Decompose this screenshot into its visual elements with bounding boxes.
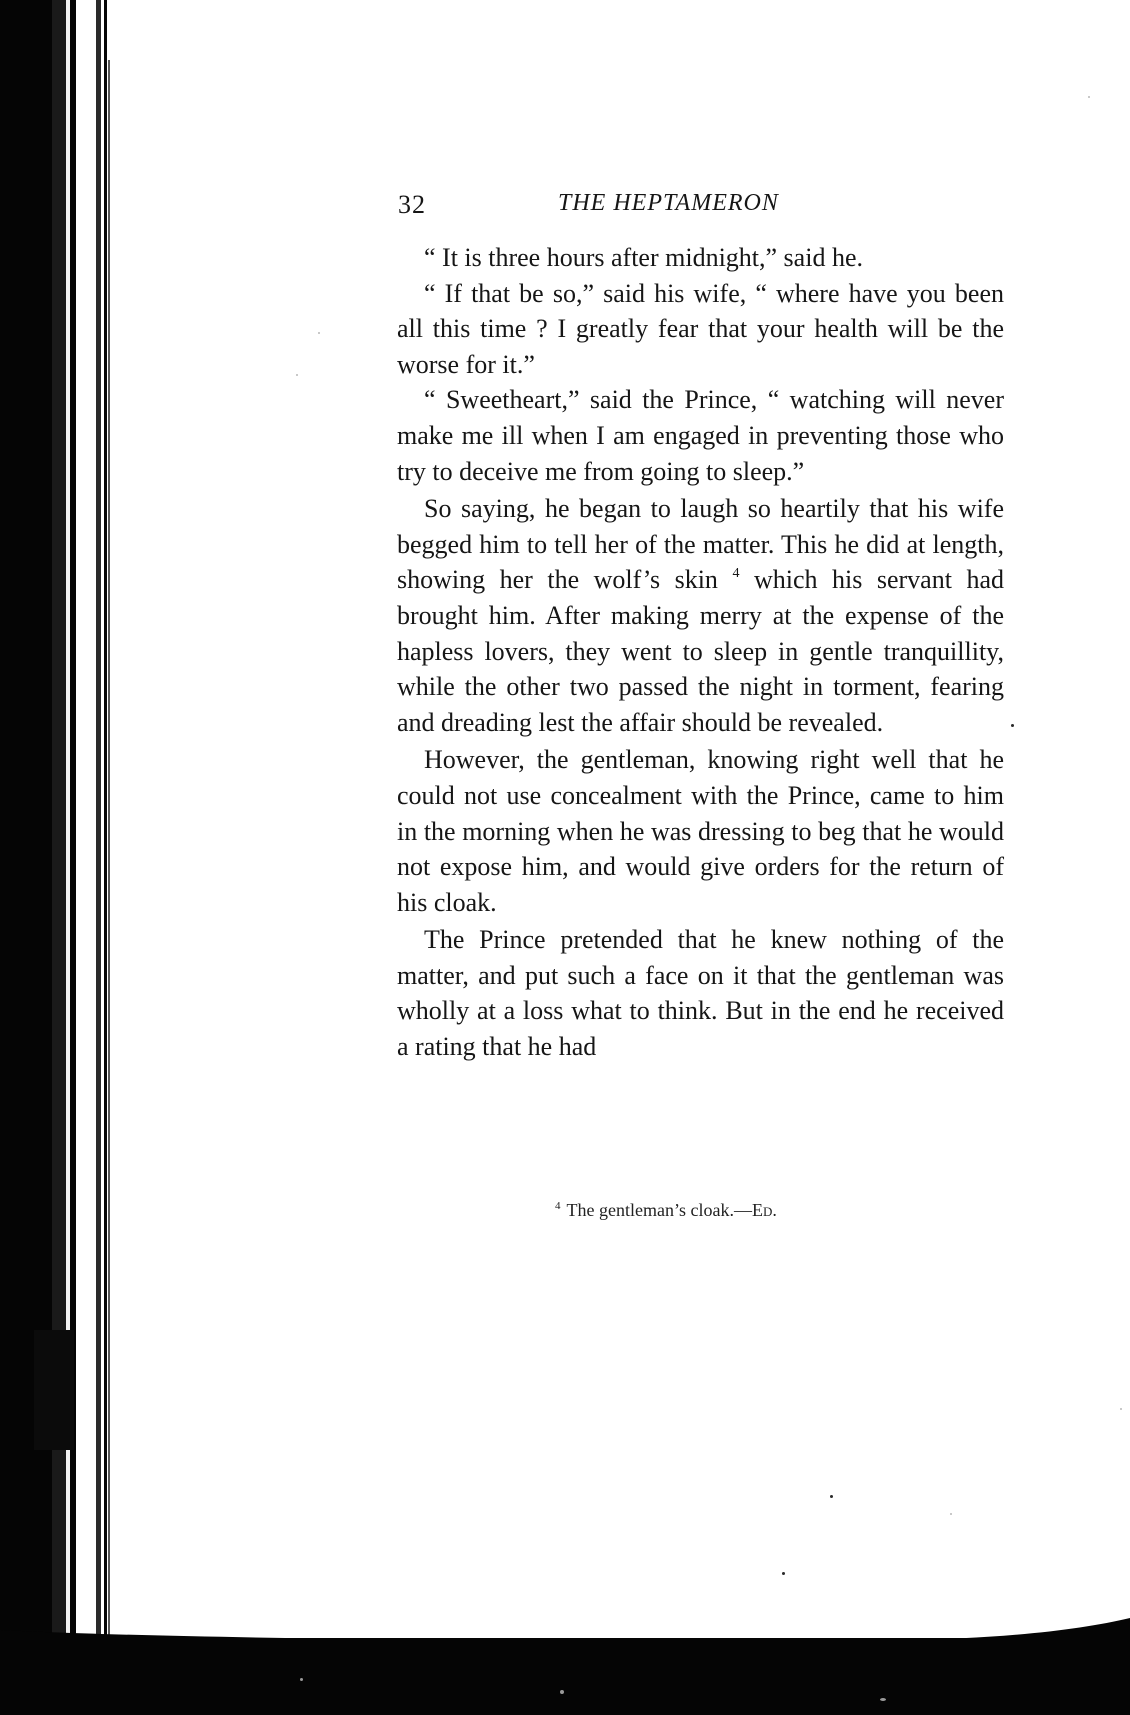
footnote-editor-mark: Ed. — [751, 1200, 777, 1220]
dust-speck — [1011, 724, 1014, 727]
paragraph — [397, 491, 1004, 740]
paragraph: The Prince pretended that he knew nothing of the matter, and put such a face on it that the gentleman was wholly at a loss what to think. But in the end he received a rating that he had — [397, 925, 1004, 1062]
paragraph: However, the gentleman, knowing right well that he could not use concealment with the Prince, came to him in the morning when he was dressing to beg that he would not expose him, and would give orders for the return of his cloak. — [397, 745, 1004, 917]
footnote — [555, 1200, 777, 1221]
dust-speck — [950, 1513, 952, 1515]
body-text — [397, 240, 1004, 1065]
paragraph-text: So saying, he began to laugh so heartily that his wife begged him to tell her of the matter. This he did at length, showing her the wolf’s skin — [397, 494, 1004, 595]
footnote-reference: 4 — [732, 566, 740, 582]
dust-speck — [318, 332, 320, 334]
paragraph: “ Sweetheart,” said the Prince, “ watching will never make me ill when I am engaged in preventing those who try to deceive me from going to sleep.” — [397, 385, 1004, 486]
paragraph: “ If that be so,” said his wife, “ where have you been all this time ? I greatly fear that your health will be the worse for it.” — [397, 278, 1004, 379]
footnote-marker: 4 — [555, 1200, 561, 1212]
dust-speck — [830, 1495, 833, 1498]
page-number: 32 — [398, 190, 426, 219]
dust-speck — [296, 374, 298, 376]
page-header — [398, 190, 1004, 226]
scan-bottom-band — [0, 1638, 1130, 1715]
dust-speck — [782, 1572, 785, 1575]
paragraph: “ It is three hours after midnight,” said he. — [424, 243, 863, 272]
dust-speck — [1120, 1408, 1122, 1410]
binding-edge-shadow — [0, 0, 118, 1715]
running-title: THE HEPTAMERON — [558, 190, 779, 216]
paragraph-continuation: which his servant had brought him. After making merry at the expense of the hapless lovers, they went to sleep in gentle tranquillity, while the other two passed the night in torment, fearing and dreading lest the affair should be revealed. — [397, 565, 1004, 737]
dust-speck — [1088, 96, 1090, 98]
footnote-text: The gentleman’s cloak.— — [566, 1200, 752, 1220]
